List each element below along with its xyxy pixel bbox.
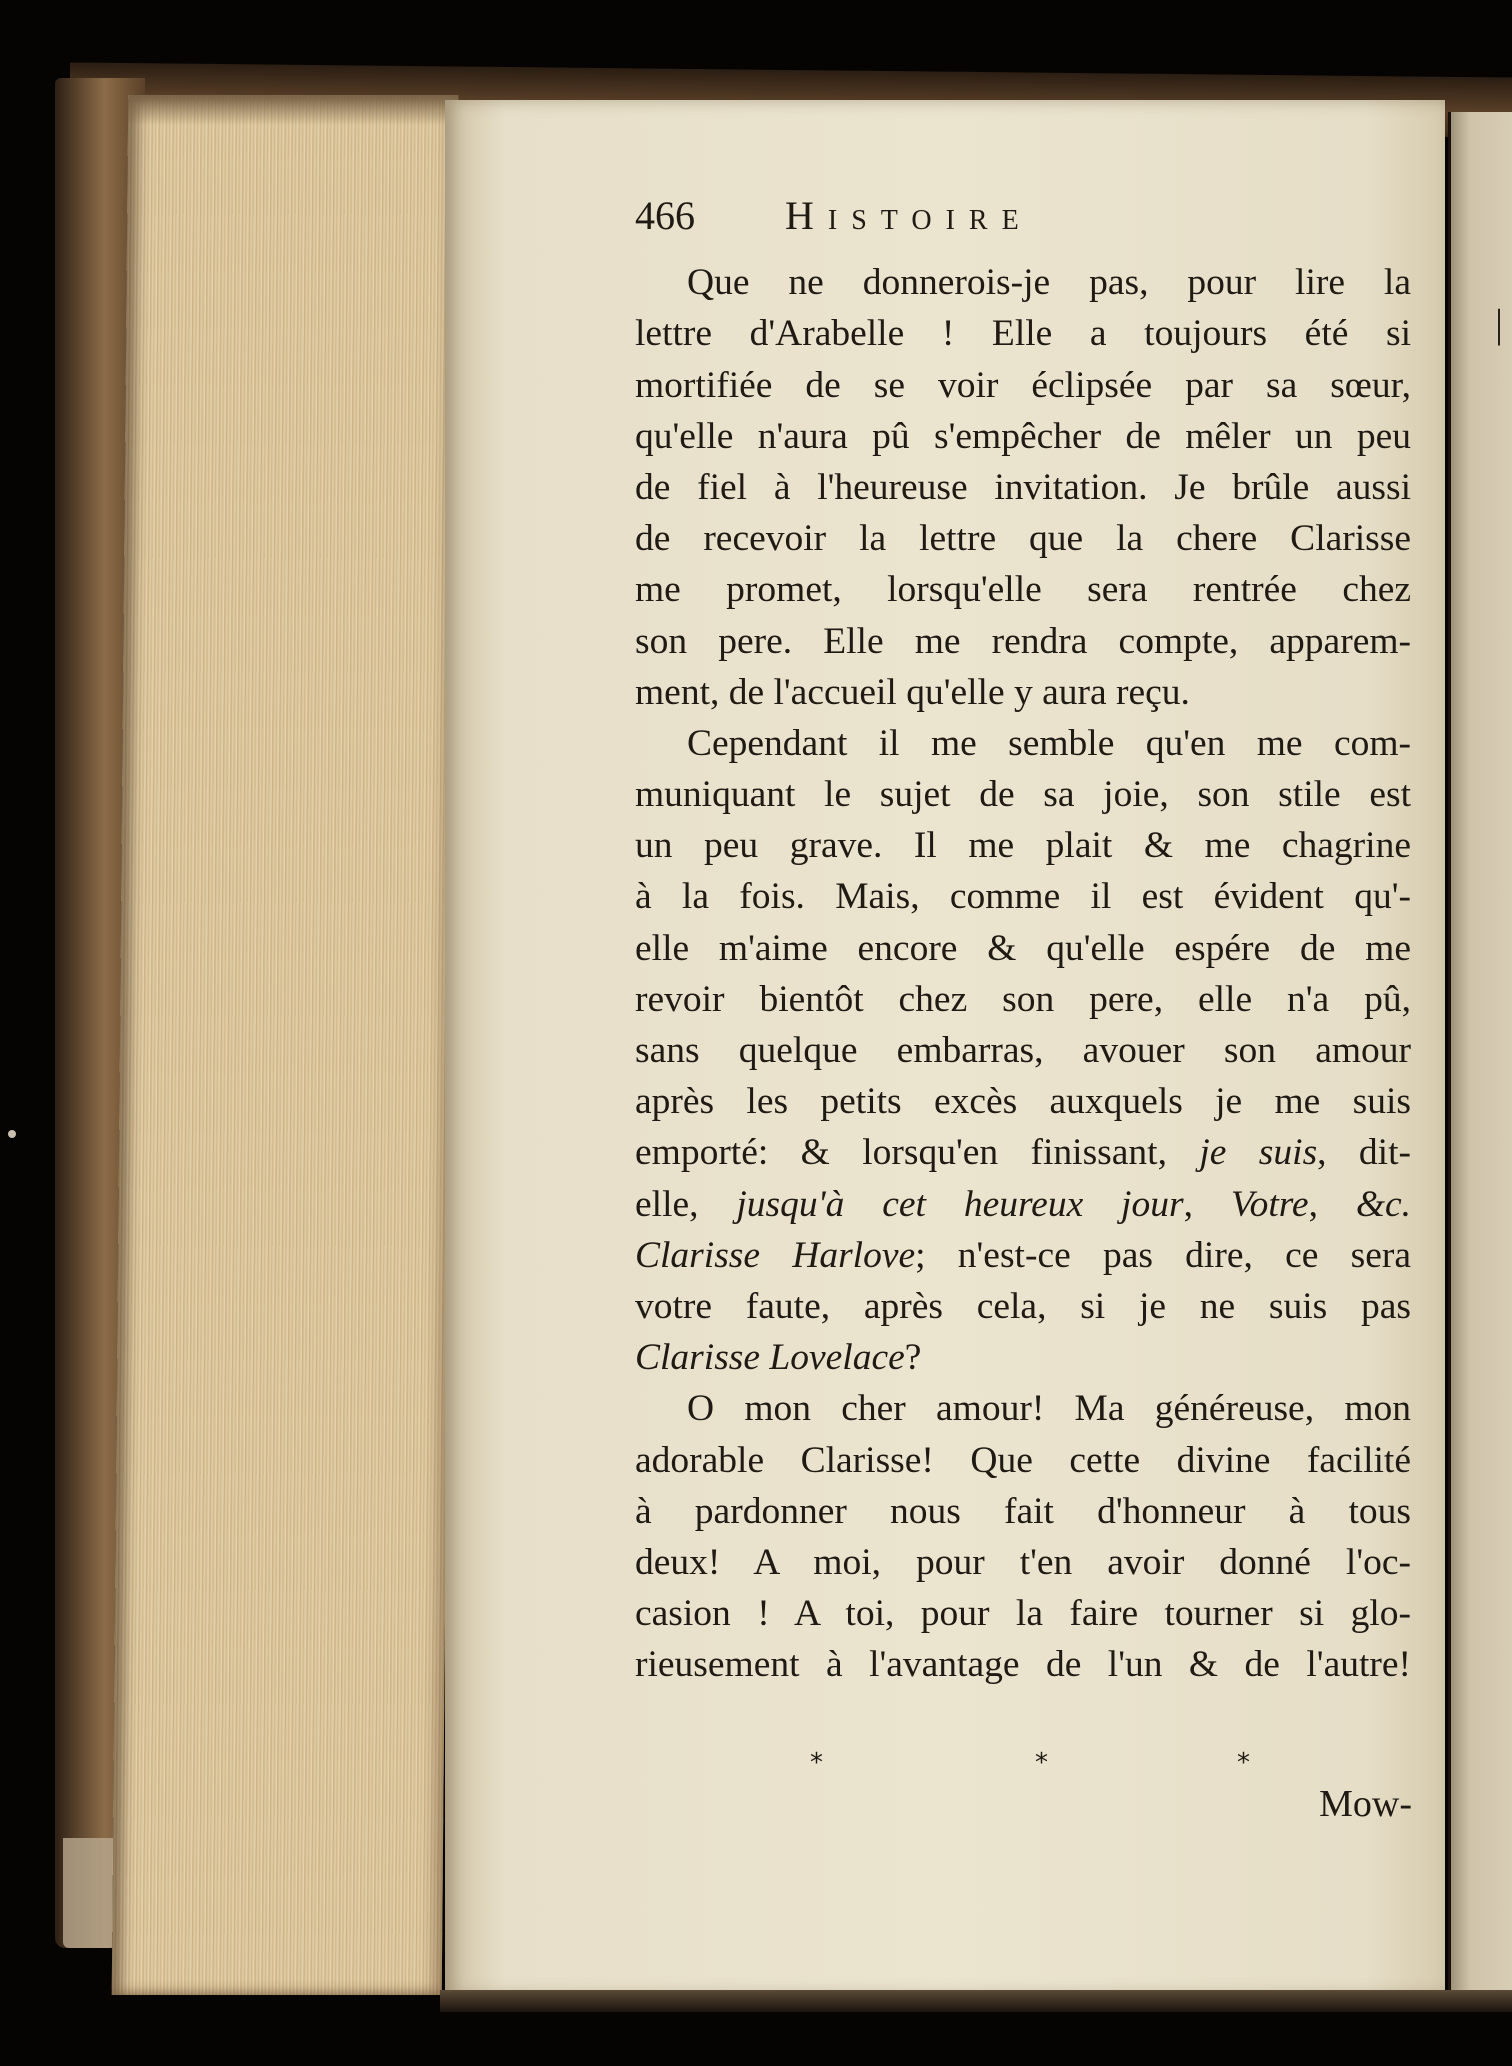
text-line: ment, de l'accueil qu'elle y aura reçu. xyxy=(635,671,1190,713)
text-line: de fiel à l'heureuse invitation. Je brûle aussi xyxy=(635,466,1411,508)
page-number: 466 xyxy=(635,193,695,238)
italic-fragment: je suis xyxy=(1199,1132,1318,1174)
text-line: de recevoir la lettre que la chere Clarisse xyxy=(635,518,1411,560)
text-line: deux! A moi, pour t'en avoir donné l'oc- xyxy=(635,1541,1411,1583)
text-line: adorable Clarisse! Que cette divine facilité xyxy=(635,1439,1411,1481)
text-line: Que ne donnerois-je pas, pour lire la xyxy=(687,262,1411,304)
italic-fragment: &c. xyxy=(1355,1183,1412,1225)
text-line: Cependant il me semble qu'en me com- xyxy=(687,722,1411,764)
text-line-with-italics xyxy=(635,1127,1411,1178)
text-line-with-italics: elle, jusqu'à cet heureux jour, Votre, &c. xyxy=(635,1183,1412,1225)
page-header xyxy=(635,190,1411,241)
text-line: qu'elle n'aura pû s'empêcher de mêler un peu xyxy=(635,415,1411,457)
asterisk-ornament: * xyxy=(1237,1748,1250,1778)
paragraph-2 xyxy=(635,718,1411,1383)
text-line: O mon cher amour! Ma généreuse, mon xyxy=(687,1388,1411,1430)
text-line: à la fois. Mais, comme il est évident qu'- xyxy=(635,876,1411,918)
text-line: rieusement à l'avantage de l'un & de l'autre! xyxy=(635,1644,1411,1686)
italic-fragment: Clarisse Lovelace xyxy=(635,1337,905,1379)
asterisk-ornament: * xyxy=(810,1748,823,1778)
facing-page-edge xyxy=(1448,112,1512,1992)
text-line: muniquant le sujet de sa joie, son stile est xyxy=(635,774,1411,816)
text-line: son pere. Elle me rendra compte, apparem- xyxy=(635,620,1411,662)
text-line: sans quelque embarras, avouer son amour xyxy=(635,1030,1411,1072)
facing-page-mark: | xyxy=(1495,301,1504,346)
paragraph-3 xyxy=(635,1383,1411,1690)
catchword: Mow- xyxy=(1319,1783,1412,1825)
italic-fragment: Votre xyxy=(1230,1183,1309,1225)
text-line: lettre d'Arabelle ! Elle a toujours été si xyxy=(635,313,1411,355)
italic-fragment: jusqu'à cet heureux jour xyxy=(736,1183,1184,1225)
text-line: votre faute, après cela, si je ne suis pas xyxy=(635,1285,1411,1327)
italic-fragment: Clarisse Harlove xyxy=(635,1234,916,1276)
text-fragment: elle, xyxy=(635,1183,699,1225)
text-line: après les petits excès auxquels je me suis xyxy=(635,1081,1411,1123)
text-line: casion ! A toi, pour la faire tourner si glo- xyxy=(635,1593,1411,1635)
text-line: mortifiée de se voir éclipsée par sa sœur, xyxy=(635,364,1411,406)
text-line: elle m'aime encore & qu'elle espére de me xyxy=(635,927,1411,969)
text-fragment: emporté: & lorsqu'en finissant, xyxy=(635,1132,1167,1174)
asterisk-ornament: * xyxy=(1035,1748,1048,1778)
text-fragment: ; n'est-ce pas dire, ce sera xyxy=(915,1234,1411,1276)
page-bottom-shadow xyxy=(440,1990,1512,2012)
text-fragment: , dit- xyxy=(1317,1132,1412,1174)
stray-mark xyxy=(8,1130,16,1138)
text-fragment: ? xyxy=(904,1337,922,1379)
text-line: revoir bientôt chez son pere, elle n'a pû, xyxy=(635,978,1411,1020)
text-line: me promet, lorsqu'elle sera rentrée chez xyxy=(635,569,1411,611)
running-head: Histoire xyxy=(785,193,1033,238)
text-line-italic xyxy=(635,1332,1411,1383)
paragraph-1 xyxy=(635,257,1411,718)
section-break xyxy=(635,1748,1411,1788)
text-line: un peu grave. Il me plait & me chagrine xyxy=(635,825,1411,867)
text-line-with-italics xyxy=(635,1230,1411,1281)
text-line: à pardonner nous fait d'honneur à tous xyxy=(635,1490,1411,1532)
page-text xyxy=(635,190,1411,1690)
page-edges xyxy=(112,95,459,1995)
